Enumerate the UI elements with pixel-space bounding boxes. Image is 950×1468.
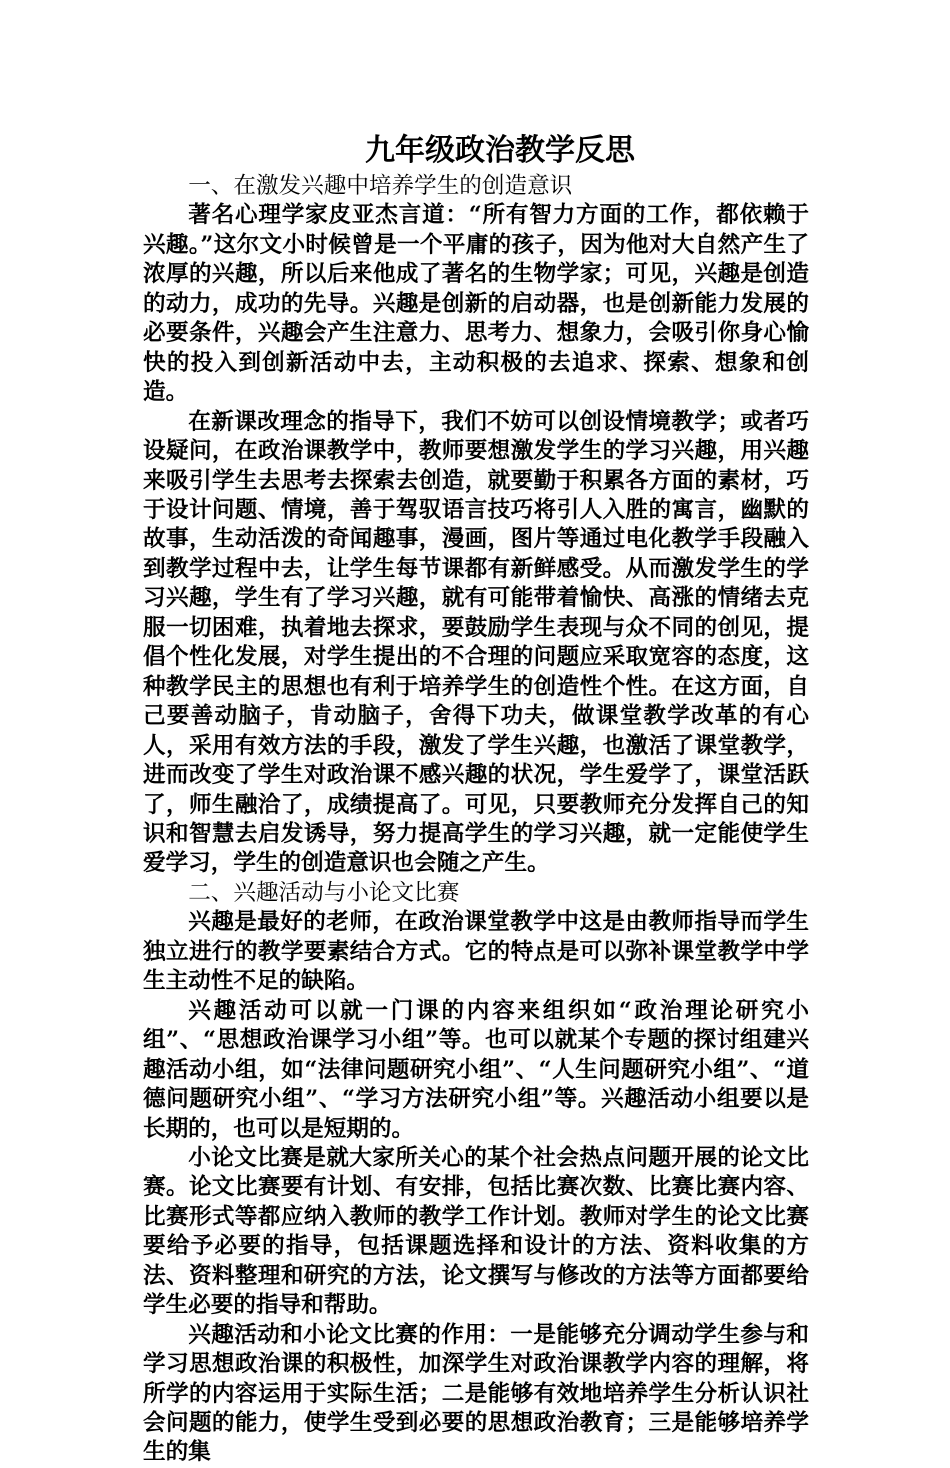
paragraph: 小论文比赛是就大家所关心的某个社会热点问题开展的论文比赛。论文比赛要有计划、有安排，包括比赛次数、比赛比赛内容、比赛形式等都应纳入教师的教学工作计划。教师对学生的论文比赛要给予必要的指导，包括课题选择和设计的方法、资料收集的方法、资料整理和研究的方法，论文撰写与修改的方法等方面都要给学生必要的指导和帮助。	[143, 1144, 809, 1319]
paragraph: 兴趣活动和小论文比赛的作用：一是能够充分调动学生参与和学习思想政治课的积极性，加深学生对政治课教学内容的理解，将所学的内容运用于实际生活；二是能够有效地培养学生分析认识社会问题的能力，使学生受到必要的思想政治教育；三是能够培养学生的集	[143, 1321, 809, 1466]
paragraph: 兴趣是最好的老师，在政治课堂教学中这是由教师指导而学生独立进行的教学要素结合方式。它的特点是可以弥补课堂教学中学生主动性不足的缺陷。	[143, 909, 809, 995]
paragraph: 兴趣活动可以就一门课的内容来组织如“政治理论研究小组”、“思想政治课学习小组”等。也可以就某个专题的探讨组建兴趣活动小组，如“法律问题研究小组”、“人生问题研究小组”、“道德问题研究小组”、“学习方法研究小组”等。兴趣活动小组要以是长期的，也可以是短期的。	[143, 997, 809, 1142]
document-title: 九年级政治教学反思	[365, 133, 635, 168]
paragraph: 在新课改理念的指导下，我们不妨可以创设情境教学；或者巧设疑问，在政治课教学中，教师要想激发学生的学习兴趣，用兴趣来吸引学生去思考去探索去创造，就要勤于积累各方面的素材，巧于设计问题、情境，善于驾驭语言技巧将引人入胜的寓言，幽默的故事，生动活泼的奇闻趣事，漫画，图片等通过电化教学手段融入到教学过程中去，让学生每节课都有新鲜感受。从而激发学生的学习兴趣，学生有了学习兴趣，就有可能带着愉快、高涨的情绪去克服一切困难，执着地去探求，要鼓励学生表现与众不同的创见，提倡个性化发展，对学生提出的不合理的问题应采取宽容的态度，这种教学民主的思想也有利于培养学生的创造性个性。在这方面，自己要善动脑子，肯动脑子，舍得下功夫，做课堂教学改革的有心人，采用有效方法的手段，激发了学生兴趣，也激活了课堂教学，进而改变了学生对政治课不感兴趣的状况，学生爱学了，课堂活跃了，师生融洽了，成绩提高了。可见，只要教师充分发挥自己的知识和智慧去启发诱导，努力提高学生的学习兴趣，就一定能使学生爱学习，学生的创造意识也会随之产生。	[143, 408, 809, 877]
document-body	[143, 172, 809, 1468]
section-heading-1: 一、在激发兴趣中培养学生的创造意识	[188, 173, 573, 199]
section-heading-2: 二、兴趣活动与小论文比赛	[188, 879, 460, 906]
paragraph: 著名心理学家皮亚杰言道：“所有智力方面的工作，都依赖于兴趣。”这尔文小时候曾是一个平庸的孩子，因为他对大自然产生了浓厚的兴趣，所以后来他成了著名的生物学家；可见，兴趣是创造的动力，成功的先导。兴趣是创新的启动器，也是创新能力发展的必要条件，兴趣会产生注意力、思考力、想象力，会吸引你身心愉快的投入到创新活动中去，主动积极的去追求、探索、想象和创造。	[143, 202, 809, 406]
